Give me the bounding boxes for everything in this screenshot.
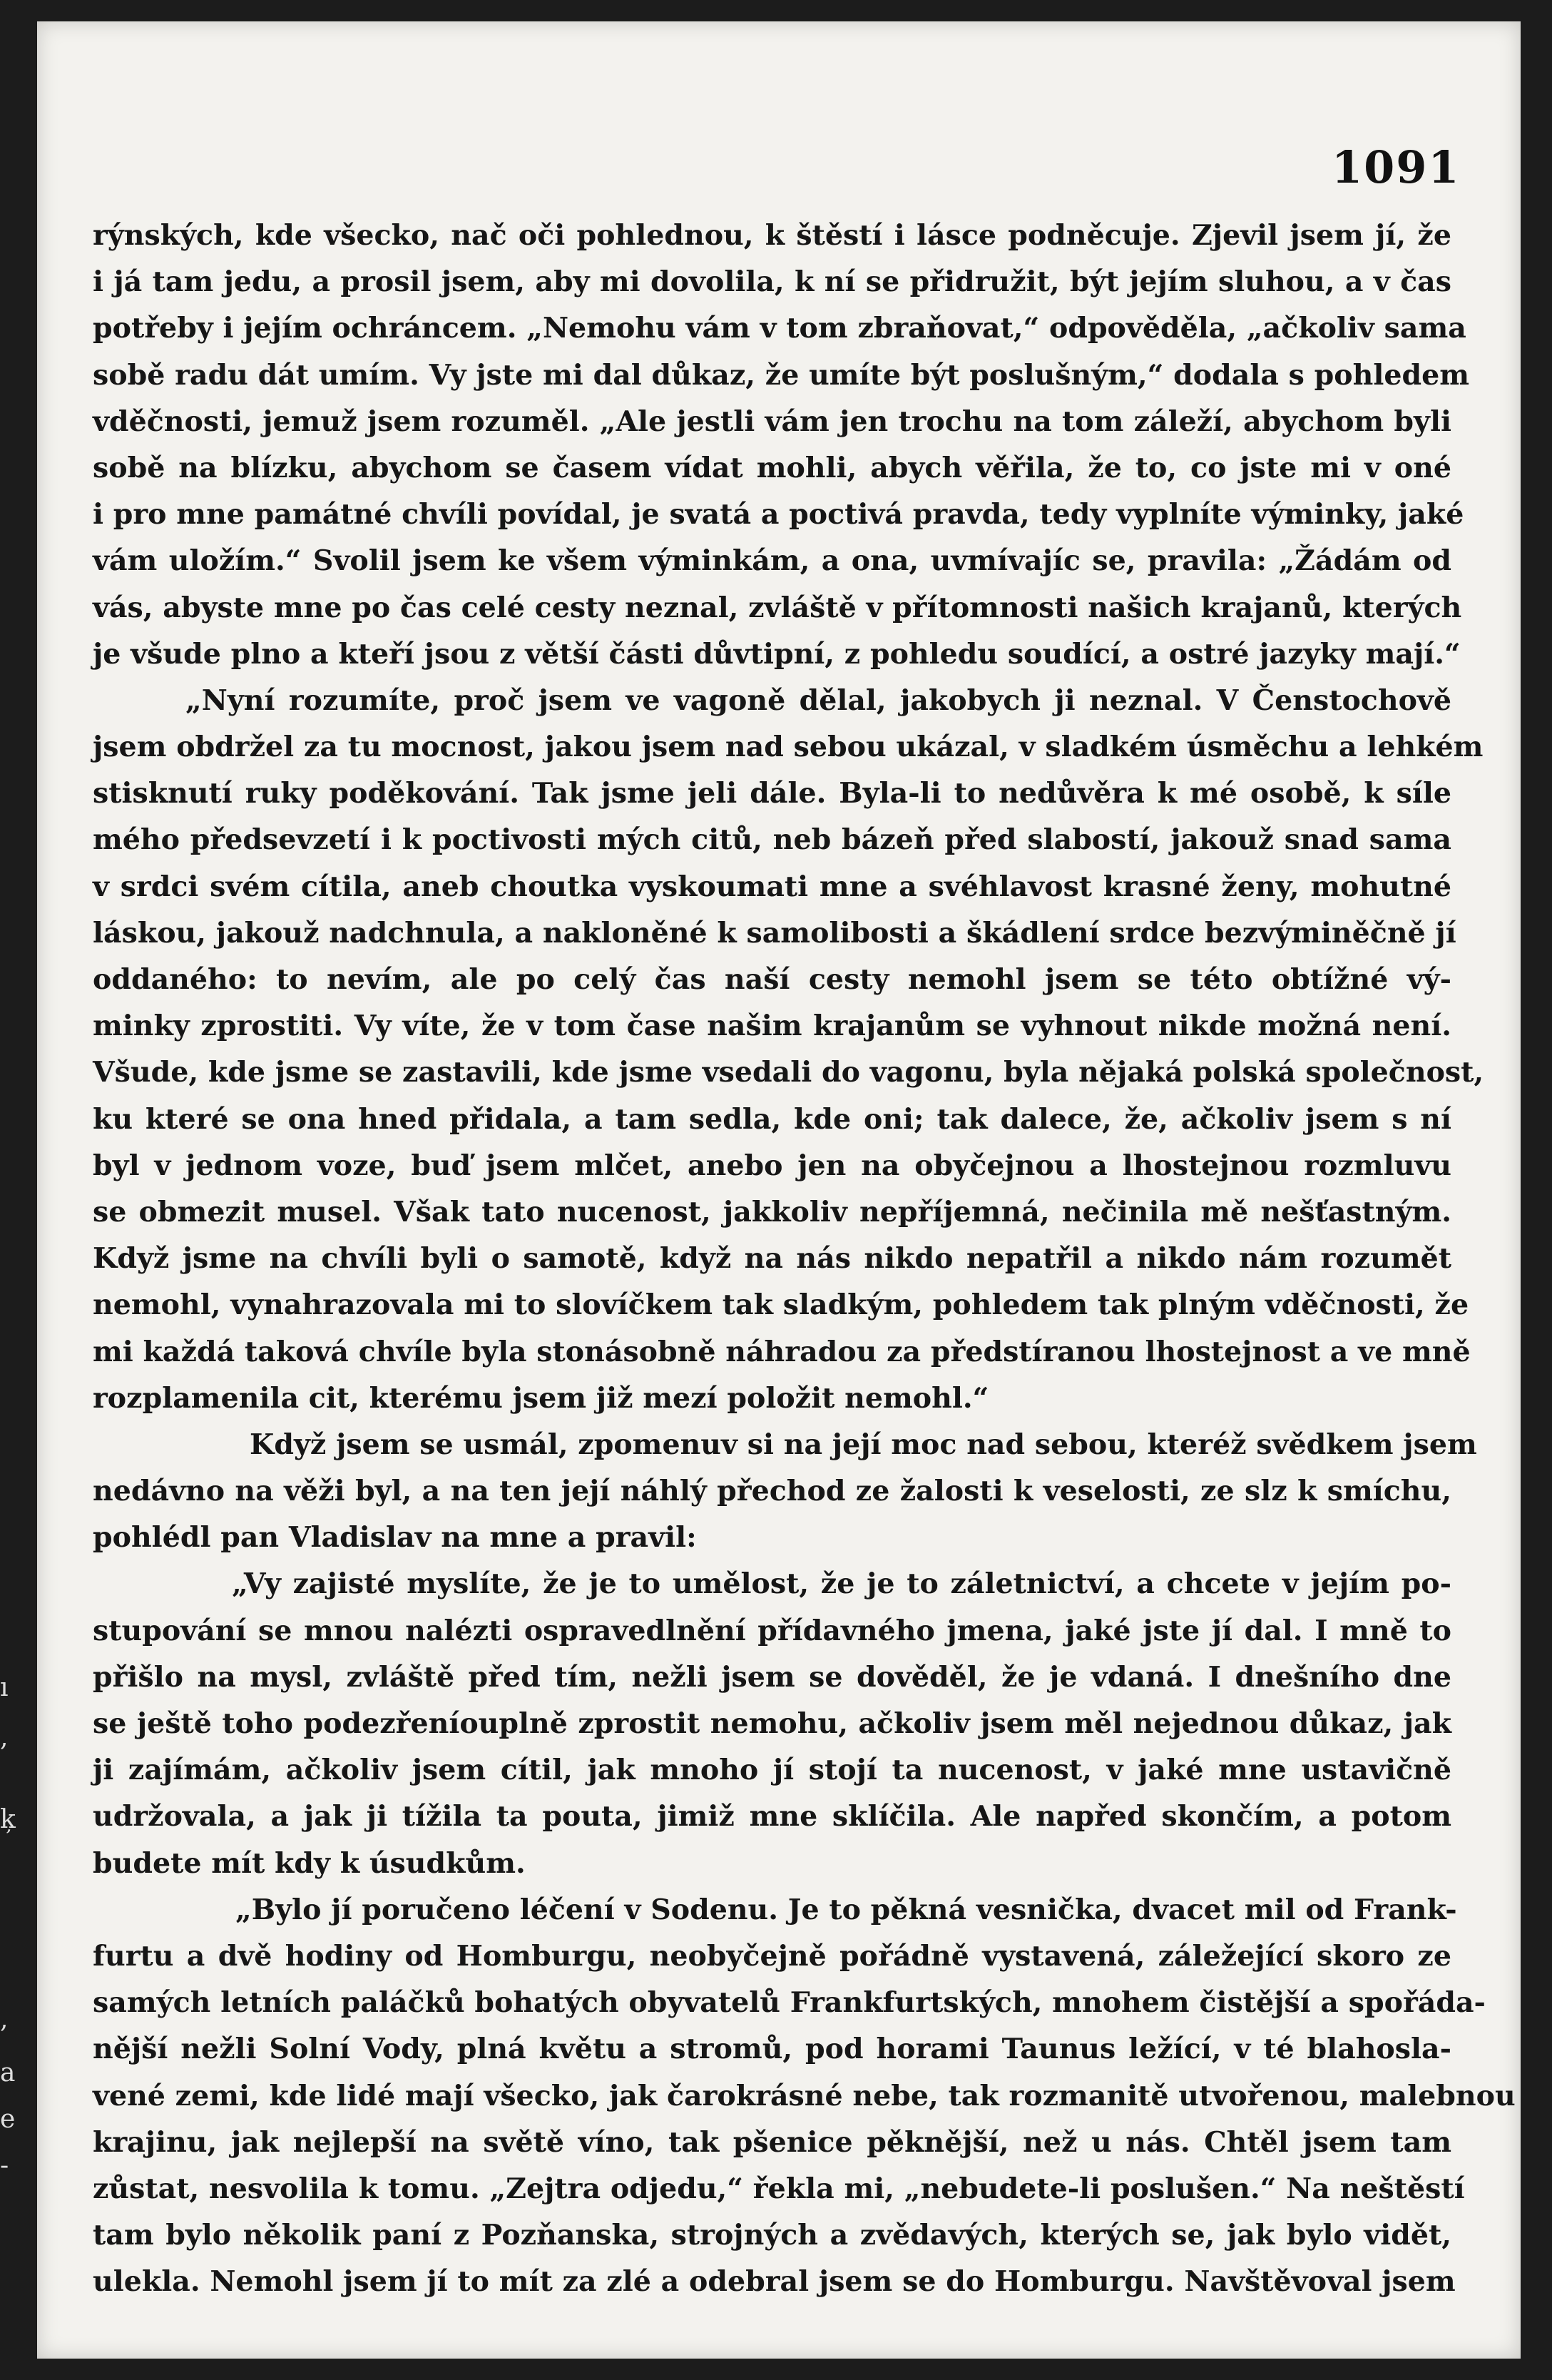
- text-line: vás, abyste mne po čas celé cesty neznal, zvláště v přítomnosti našich krajanů, kterých: [93, 591, 1462, 624]
- page-number: 1091: [1332, 141, 1461, 193]
- text-line: vené zemi, kde lidé mají všecko, jak čarokrásné nebe, tak rozmanitě utvořenou, malebnou: [93, 2079, 1516, 2112]
- text-line: vám uložím.“ Svolil jsem ke všem výminkám, a ona, uvmívajíc se, pravila: „Žádám od: [93, 544, 1451, 578]
- text-line: ji zajímám, ačkoliv jsem cítil, jak mnoho jí stojí ta nucenost, v jaké mne ustavičně: [93, 1754, 1451, 1787]
- text-line: nemohl, vynahrazovala mi to slovíčkem tak sladkým, pohledem tak plným vděčnosti, že: [93, 1288, 1469, 1322]
- text-line: stupování se mnou nalézti ospravedlnění přídavného jmena, jaké jste jí dal. I mně to: [93, 1614, 1451, 1647]
- text-line: Když jsme na chvíli byli o samotě, když na nás nikdo nepatřil a nikdo nám rozumět: [93, 1242, 1451, 1276]
- text-line: „Bylo jí poručeno léčení v Sodenu. Je to pěkná vesnička, dvacet mil od Frank-: [235, 1893, 1457, 1926]
- edge-mark: ķ: [0, 1805, 16, 1834]
- edge-mark: -: [0, 2151, 9, 2180]
- text-line: jsem obdržel za tu mocnost, jakou jsem nad sebou ukázal, v sladkém úsměchu a lehkém: [93, 731, 1484, 764]
- text-line: se obmezit musel. Však tato nucenost, jakkoliv nepříjemná, nečinila mě nešťastným.: [93, 1195, 1451, 1229]
- body-text: [93, 213, 1516, 2305]
- page-edge-mark: [257, 0, 357, 24]
- text-line: byl v jednom voze, buď jsem mlčet, anebo jen na obyčejnou a lhostejnou rozmluvu: [93, 1149, 1451, 1182]
- text-line: Všude, kde jsme se zastavili, kde jsme vsedali do vagonu, byla nějaká polská společnost,: [93, 1056, 1484, 1089]
- text-line: zůstat, nesvolila k tomu. „Zejtra odjedu,“ řekla mi, „nebudete-li poslušen.“ Na neštěstí: [93, 2172, 1465, 2205]
- text-line: je všude plno a kteří jsou z větší části důvtipní, z pohledu soudící, a ostré jazyky mají.“: [93, 637, 1461, 671]
- text-line: i pro mne památné chvíli povídal, je svatá a poctivá pravda, tedy vyplníte výminky, jaké: [93, 498, 1464, 532]
- text-line: rýnských, kde všecko, nač oči pohlednou, k štěstí i lásce podněcuje. Zjevil jsem jí, že: [93, 219, 1451, 252]
- text-line: nedávno na věži byl, a na ten její náhlý přechod ze žalosti k veselosti, ze slz k smíchu,: [93, 1475, 1451, 1508]
- text-line: furtu a dvě hodiny od Homburgu, neobyčejně pořádně vystavená, záležející skoro ze: [93, 1939, 1451, 1973]
- text-line: nější nežli Solní Vody, plná květu a stromů, pod horami Taunus ležící, v té blahosla-: [93, 2033, 1451, 2066]
- text-line: krajinu, jak nejlepší na světě víno, tak pšenice pěknější, než u nás. Chtěl jsem tam: [93, 2125, 1451, 2159]
- text-line: ulekla. Nemohl jsem jí to mít za zlé a odebral jsem se do Homburgu. Navštěvoval jsem: [93, 2265, 1456, 2299]
- text-line: sobě na blízku, abychom se časem vídat mohli, abych věřila, že to, co jste mi v oné: [93, 451, 1451, 484]
- text-line: stisknutí ruky poděkování. Tak jsme jeli dále. Byla-li to nedůvěra k mé osobě, k síle: [93, 777, 1451, 810]
- edge-mark: ı: [0, 1673, 9, 1702]
- text-line: tam bylo několik paní z Pozňanska, strojných a zvědavých, kterých se, jak bylo vidět,: [93, 2219, 1451, 2252]
- scanned-page: [37, 21, 1521, 2359]
- text-line: pohlédl pan Vladislav na mne a pravil:: [93, 1521, 697, 1555]
- text-line: vděčnosti, jemuž jsem rozuměl. „Ale jestli vám jen trochu na tom záleží, abychom byli: [93, 405, 1451, 438]
- text-line: přišlo na mysl, zvláště před tím, nežli jsem se dověděl, že je vdaná. I dnešního dne: [93, 1660, 1451, 1694]
- text-line: oddaného: to nevím, ale po celý čas naší cesty nemohl jsem se této obtížné vý-: [93, 963, 1451, 996]
- text-line: v srdci svém cítila, aneb choutka vyskoumati mne a svéhlavost krasné ženy, mohutné: [93, 870, 1451, 903]
- text-line: „Vy zajisté myslíte, že je to umělost, že je to záletnictví, a chcete v jejím po-: [232, 1567, 1451, 1601]
- edge-mark: e: [0, 2105, 16, 2134]
- text-line: mého předsevzetí i k poctivosti mých citů, neb bázeň před slabostí, jakouž snad sama: [93, 823, 1451, 857]
- edge-mark: ,: [0, 1723, 9, 1752]
- text-line: ku které se ona hned přidala, a tam sedla, kde oni; tak dalece, že, ačkoliv jsem s ní: [93, 1102, 1451, 1136]
- text-line: udržovala, a jak ji tížila ta pouta, jimiž mne sklíčila. Ale napřed skončím, a potom: [93, 1800, 1451, 1834]
- text-line: Když jsem se usmál, zpomenuv si na její moc nad sebou, kteréž svědkem jsem: [250, 1428, 1477, 1461]
- text-line: rozplamenila cit, kterému jsem již mezí položit nemohl.“: [93, 1381, 989, 1415]
- edge-mark: a: [0, 2058, 16, 2087]
- text-line: „Nyní rozumíte, proč jsem ve vagoně dělal, jakobych ji neznal. V Čenstochově: [185, 683, 1451, 717]
- text-line: sobě radu dát umím. Vy jste mi dal důkaz, že umíte být poslušným,“ dodala s pohledem: [93, 358, 1470, 392]
- edge-mark: ,: [0, 2005, 9, 2034]
- text-line: láskou, jakouž nadchnula, a nakloněné k samolibosti a škádlení srdce bezvýminěčně jí: [93, 916, 1456, 950]
- text-line: se ještě toho podezřeníouplně zprostit nemohu, ačkoliv jsem měl nejednou důkaz, jak: [93, 1707, 1451, 1740]
- text-line: budete mít kdy k úsudkům.: [93, 1846, 526, 1880]
- text-line: samých letních paláčků bohatých obyvatelů Frankfurtských, mnohem čistější a spořáda-: [93, 1986, 1486, 2020]
- text-line: minky zprostiti. Vy víte, že v tom čase našim krajanům se vyhnout nikde možná není.: [93, 1010, 1451, 1043]
- text-line: i já tam jedu, a prosil jsem, aby mi dovolila, k ní se přidružit, být jejím sluhou, a v čas: [93, 265, 1451, 299]
- text-line: mi každá taková chvíle byla stonásobně náhradou za předstíranou lhostejnost a ve mně: [93, 1335, 1471, 1368]
- text-line: potřeby i jejím ochráncem. „Nemohu vám v tom zbraňovat,“ odpověděla, „ačkoliv sama: [93, 312, 1466, 345]
